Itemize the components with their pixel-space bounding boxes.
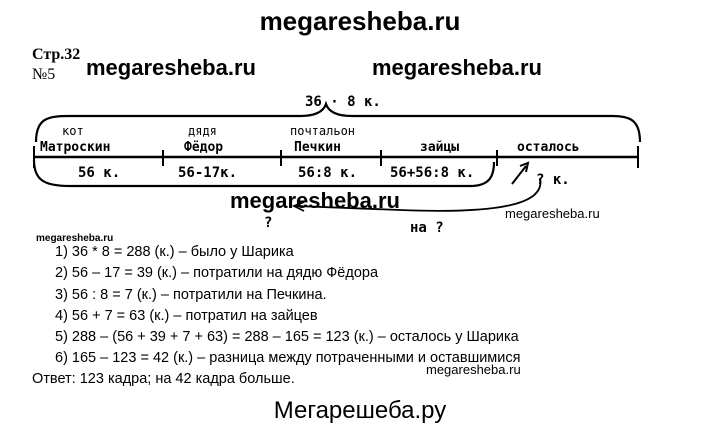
label-cat-top: кот: [62, 124, 84, 138]
label-uncle-top: дядя: [188, 124, 217, 138]
watermark-mid-left: megaresheba.ru: [86, 55, 256, 80]
label-postman-bottom: Печкин: [294, 140, 341, 155]
solution-line-1: 1) 36 * 8 = 288 (к.) – было у Шарика: [55, 244, 294, 260]
question-difference: на ?: [410, 220, 444, 236]
answer: Ответ: 123 кадра; на 42 кадра больше.: [32, 371, 295, 387]
difference-arc: [296, 178, 541, 211]
label-cat-bottom: Матроскин: [40, 140, 111, 155]
question-left: ?: [264, 215, 273, 231]
question-remaining: ? к.: [536, 172, 570, 188]
watermark-right: megaresheba.ru: [505, 206, 600, 221]
task-number: №5: [32, 66, 56, 83]
label-remaining: осталось: [517, 140, 580, 155]
footer-brand: Мегарешеба.ру: [273, 397, 447, 424]
value-uncle: 56-17к.: [178, 165, 238, 181]
solution-line-3: 3) 56 : 8 = 7 (к.) – потратили на Печкина.: [55, 287, 327, 303]
watermark-mid-right: megaresheba.ru: [372, 55, 542, 80]
label-uncle-bottom: Фёдор: [184, 140, 224, 155]
solution-line-6: 6) 165 – 123 = 42 (к.) – разница между потраченными и оставшимися: [55, 350, 521, 366]
diagram-total: 36 · 8 к.: [305, 94, 381, 110]
watermark-left-small: megaresheba.ru: [36, 233, 114, 244]
page-number: Стр.32: [32, 46, 81, 63]
watermark-bottom-right: megaresheba.ru: [426, 362, 521, 377]
label-postman-top: почтальон: [290, 124, 356, 138]
solution-line-2: 2) 56 – 17 = 39 (к.) – потратили на дядю Фёдора: [55, 265, 379, 281]
value-cat: 56 к.: [78, 165, 121, 181]
solution-line-5: 5) 288 – (56 + 39 + 7 + 63) = 288 – 165 = 123 (к.) – осталось у Шарика: [55, 329, 519, 345]
watermark-center: megaresheba.ru: [230, 188, 400, 213]
solution-line-4: 4) 56 + 7 = 63 (к.) – потратил на зайцев: [55, 308, 318, 324]
watermark-top: megaresheba.ru: [259, 6, 461, 36]
label-hares: зайцы: [420, 140, 460, 155]
value-postman: 56:8 к.: [298, 165, 358, 181]
remaining-arrow: [512, 166, 526, 184]
value-hares: 56+56:8 к.: [390, 165, 475, 181]
